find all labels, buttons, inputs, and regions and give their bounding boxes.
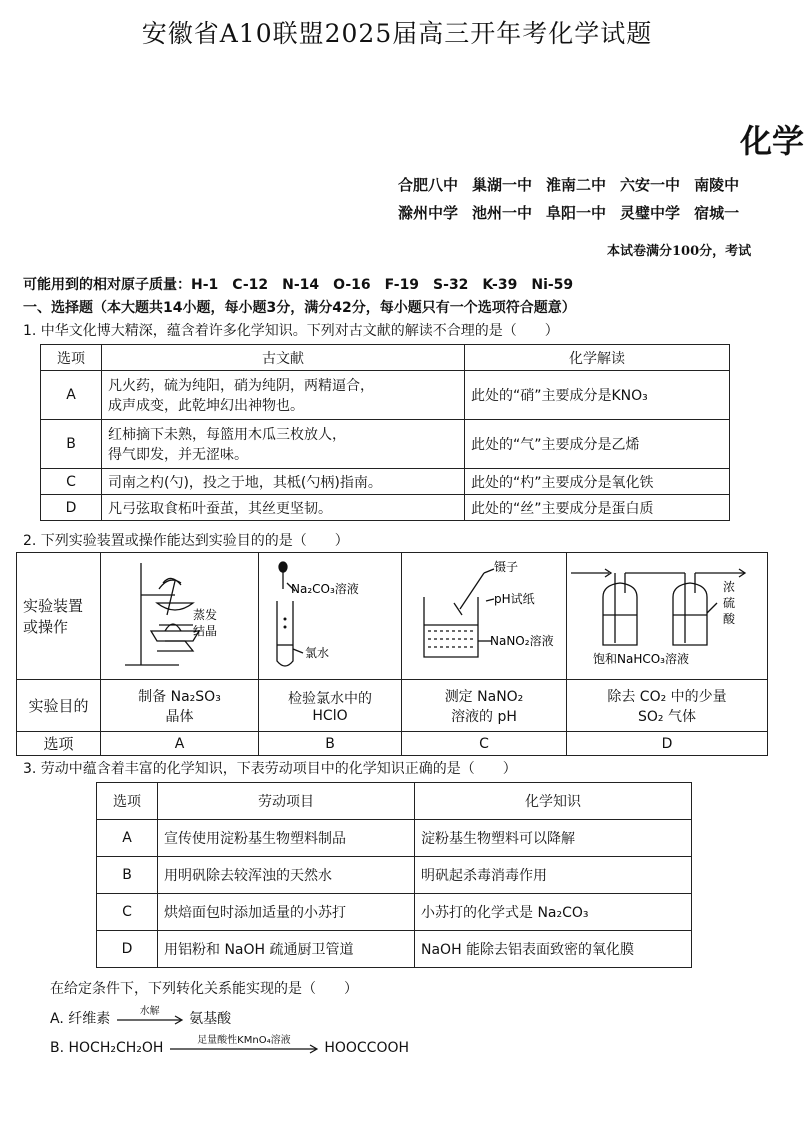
ancient-text-line: 成声成变，此乾坤幻出神物也。: [108, 398, 304, 414]
ancient-text: 凡弓弦取食柘叶蚕茧，其丝更坚韧。: [102, 495, 465, 521]
option-letter: B: [41, 420, 102, 469]
table-row: [97, 820, 692, 857]
school-name: 巢湖一中: [472, 176, 533, 194]
arrow-icon: [115, 1012, 185, 1026]
question-3-stem: 3. 劳动中蕴含着丰富的化学知识，下表劳动项目中的化学知识正确的是（ ）: [23, 761, 517, 777]
option-letter: D: [567, 732, 768, 756]
test-tube-diagram: [259, 553, 401, 675]
table-row: [41, 495, 730, 521]
arrow-condition: 水解: [139, 1006, 160, 1017]
option-letter: A: [101, 732, 259, 756]
label-conc: 浓: [723, 580, 736, 594]
interpretation: 此处的“气”主要成分是乙烯: [465, 420, 730, 469]
option-a-line: [50, 1008, 231, 1028]
table-row: [41, 371, 730, 420]
header-interpretation: 化学解读: [465, 345, 730, 371]
purpose-c: [402, 680, 567, 732]
reaction-arrow: [115, 1006, 185, 1026]
subject-title: 化学: [740, 122, 804, 160]
option-letter: B: [97, 857, 158, 894]
ancient-text-line: 得气即发，并无涩味。: [108, 447, 248, 463]
option-letter: C: [97, 894, 158, 931]
ancient-text: 司南之杓(勺)，投之于地，其柢(勺柄)指南。: [102, 469, 465, 495]
ancient-text: [102, 371, 465, 420]
atomic-masses: 可能用到的相对原子质量：H-1 C-12 N-14 O-16 F-19 S-32 K-39 Ni-59: [23, 277, 574, 293]
question-2-stem: 2. 下列实验装置或操作能达到实验目的的是（ ）: [23, 533, 349, 549]
school-name: 宿城一: [694, 204, 740, 222]
row-label-option: 选项: [17, 732, 101, 756]
option-letter: B: [259, 732, 402, 756]
document-title: 安徽省A10联盟2025届高三开年考化学试题: [141, 19, 653, 48]
header-option: 选项: [41, 345, 102, 371]
question-4-stem: 在给定条件下，下列转化关系能实现的是（ ）: [50, 981, 358, 997]
option-letter: A: [41, 371, 102, 420]
purpose-line: SO₂ 气体: [638, 708, 696, 725]
arrow-icon: [168, 1041, 320, 1055]
section-heading: 一、选择题（本大题共14小题，每小题3分，满分42分，每小题只有一个选项符合题意）: [23, 300, 576, 316]
purpose-b: [259, 680, 402, 732]
label-sulfuric: 硫: [723, 596, 736, 610]
gas-washing-diagram: [567, 553, 767, 675]
question-1-table: [40, 344, 730, 521]
interpretation: 此处的“杓”主要成分是氧化铁: [465, 469, 730, 495]
option-letter: D: [41, 495, 102, 521]
table-row: [97, 931, 692, 968]
table-row: [97, 894, 692, 931]
labor-project: 用铝粉和 NaOH 疏通厨卫管道: [158, 931, 415, 968]
option-letter: D: [97, 931, 158, 968]
purpose-line: 制备 Na₂SO₃: [138, 688, 221, 705]
chem-knowledge: 淀粉基生物塑料可以降解: [415, 820, 692, 857]
label-tweezers: 镊子: [494, 560, 519, 574]
school-name: 滁州中学: [398, 204, 459, 222]
label-evaporation: 蒸发: [193, 608, 218, 622]
ph-test-diagram: [402, 553, 566, 675]
exam-note: 本试卷满分100分，考试: [607, 244, 752, 259]
table-row: [41, 420, 730, 469]
table-row: [41, 469, 730, 495]
purpose-line: 除去 CO₂ 中的少量: [607, 688, 727, 705]
question-1-stem: 1. 中华文化博大精深，蕴含着许多化学知识。下列对古文献的解读不合理的是（ ）: [23, 323, 559, 339]
purpose-line: 检验氯水中的: [288, 690, 372, 707]
apparatus-c: [402, 553, 567, 680]
header-ancient-text: 古文献: [102, 345, 465, 371]
school-list-row2: [398, 202, 753, 223]
option-letter: A: [97, 820, 158, 857]
option-b-product: HOOCCOOH: [324, 1040, 410, 1056]
option-b-line: [50, 1035, 410, 1056]
ancient-text: [102, 420, 465, 469]
label-chlorine-water: 氯水: [305, 646, 330, 660]
option-b-reactant: B. HOCH₂CH₂OH: [50, 1040, 164, 1056]
header-option: 选项: [97, 783, 158, 820]
apparatus-d: [567, 553, 768, 680]
school-name: 阜阳一中: [546, 204, 607, 222]
header-chem-knowledge: 化学知识: [415, 783, 692, 820]
chem-knowledge: 小苏打的化学式是 Na₂CO₃: [415, 894, 692, 931]
header-labor-project: 劳动项目: [158, 783, 415, 820]
interpretation: 此处的“硝”主要成分是KNO₃: [465, 371, 730, 420]
school-list-row1: [398, 174, 753, 195]
school-name: 合肥八中: [398, 176, 459, 194]
apparatus-a: [101, 553, 259, 680]
label-nahco3-solution: 饱和NaHCO₃溶液: [593, 652, 689, 666]
row-label-setup: 实验装置 或操作: [17, 553, 101, 680]
purpose-line: 溶液的 pH: [451, 708, 517, 725]
ancient-text-line: 红柿摘下未熟，每篮用木瓜三枚放人，: [108, 427, 346, 443]
reaction-arrow: [168, 1035, 320, 1055]
school-name: 灵璧中学: [620, 204, 681, 222]
purpose-line: 测定 NaNO₂: [444, 688, 524, 705]
option-letter: C: [402, 732, 567, 756]
row-label-purpose: 实验目的: [17, 680, 101, 732]
label-reagent: Na₂CO₃溶液: [291, 582, 359, 596]
labor-project: 宣传使用淀粉基生物塑料制品: [158, 820, 415, 857]
purpose-d: [567, 680, 768, 732]
chem-knowledge: 明矾起杀毒消毒作用: [415, 857, 692, 894]
school-name: 六安一中: [620, 176, 681, 194]
interpretation: 此处的“丝”主要成分是蛋白质: [465, 495, 730, 521]
label-ph-paper: pH试纸: [494, 592, 535, 606]
evaporation-apparatus-diagram: [101, 553, 258, 675]
labor-project: 烘焙面包时添加适量的小苏打: [158, 894, 415, 931]
question-3-table: [96, 782, 692, 968]
chem-knowledge: NaOH 能除去铝表面致密的氧化膜: [415, 931, 692, 968]
apparatus-b: [259, 553, 402, 680]
label-acid: 酸: [723, 612, 736, 626]
purpose-a: [101, 680, 259, 732]
purpose-line: 晶体: [165, 708, 194, 725]
school-name: 淮南二中: [546, 176, 607, 194]
purpose-line: HClO: [312, 707, 348, 724]
ancient-text-line: 凡火药，硫为纯阳，硝为纯阴，两精逼合，: [108, 378, 374, 394]
option-a-reactant: A. 纤维素: [50, 1011, 111, 1027]
question-2-table: [16, 552, 768, 756]
school-name: 南陵中: [694, 176, 740, 194]
option-a-product: 氨基酸: [189, 1011, 232, 1027]
table-row: [97, 857, 692, 894]
label-crystallization: 结晶: [193, 624, 218, 638]
school-name: 池州一中: [472, 204, 533, 222]
label-nano2-solution: NaNO₂溶液: [490, 634, 554, 648]
labor-project: 用明矾除去较浑浊的天然水: [158, 857, 415, 894]
arrow-condition: 足量酸性KMnO₄溶液: [197, 1035, 291, 1046]
option-letter: C: [41, 469, 102, 495]
